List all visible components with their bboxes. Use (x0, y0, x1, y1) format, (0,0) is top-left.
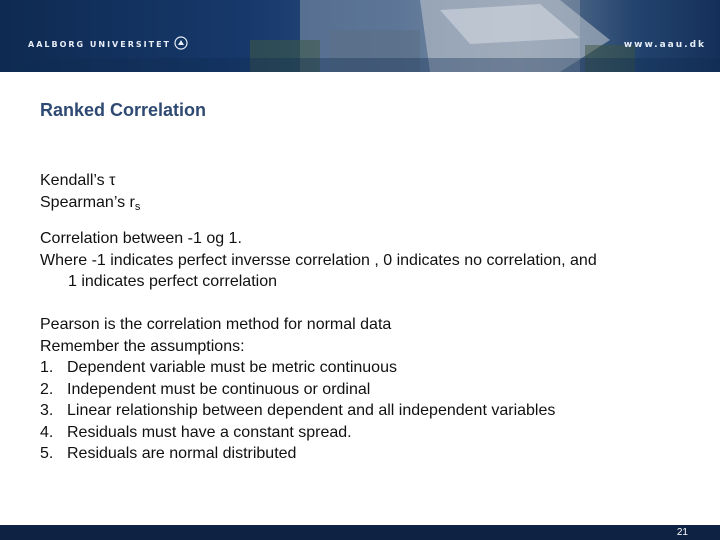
list-item-number: 4. (40, 423, 54, 441)
correlation-line-3: 1 indicates perfect correlation (68, 273, 277, 290)
kendall-tau-symbol: τ (109, 172, 116, 189)
logo-text: AALBORG UNIVERSITET (28, 39, 171, 49)
list-item-number: 3. (40, 402, 54, 419)
pearson-paragraph (40, 314, 700, 465)
assumptions-list (40, 357, 700, 465)
correlation-line-2: Where -1 indicates perfect inversse correlation , 0 indicates no correlation, and (40, 251, 597, 269)
list-item (40, 400, 700, 422)
list-item-number: 5. (40, 445, 54, 462)
pearson-line-1: Pearson is the correlation method for normal data (40, 316, 392, 333)
pearson-line-2: Remember the assumptions: (40, 337, 245, 355)
list-item-number: 1. (40, 359, 54, 376)
list-item-text: Residuals are normal distributed (67, 445, 297, 462)
slide-title: Ranked Correlation (40, 100, 207, 120)
list-item (40, 379, 700, 401)
list-item-number: 2. (40, 380, 54, 398)
university-seal-icon (174, 36, 188, 50)
correlation-range-paragraph (40, 228, 700, 293)
spearman-line (40, 192, 700, 219)
university-logo[interactable] (28, 38, 188, 50)
kendall-label: Kendall’s (40, 172, 105, 189)
list-item (40, 443, 700, 465)
header-banner (0, 0, 720, 72)
page-number: 21 (676, 527, 688, 538)
list-item-text: Linear relationship between dependent and all independent variables (67, 402, 556, 419)
correlation-line-1: Correlation between -1 og 1. (40, 230, 242, 247)
measures-list (40, 170, 700, 218)
spearman-subscript: s (134, 200, 141, 213)
list-item (40, 422, 700, 444)
list-item-text: Residuals must have a constant spread. (67, 423, 352, 441)
spearman-label: Spearman’s r (40, 193, 135, 211)
campus-building-photo (0, 0, 720, 72)
list-item-text: Independent must be continuous or ordinal (67, 380, 371, 398)
website-url[interactable]: www.aau.dk (623, 40, 706, 50)
kendall-line (40, 170, 700, 192)
list-item (40, 357, 700, 379)
footer-bar (0, 525, 720, 540)
list-item-text: Dependent variable must be metric continuous (67, 359, 397, 376)
